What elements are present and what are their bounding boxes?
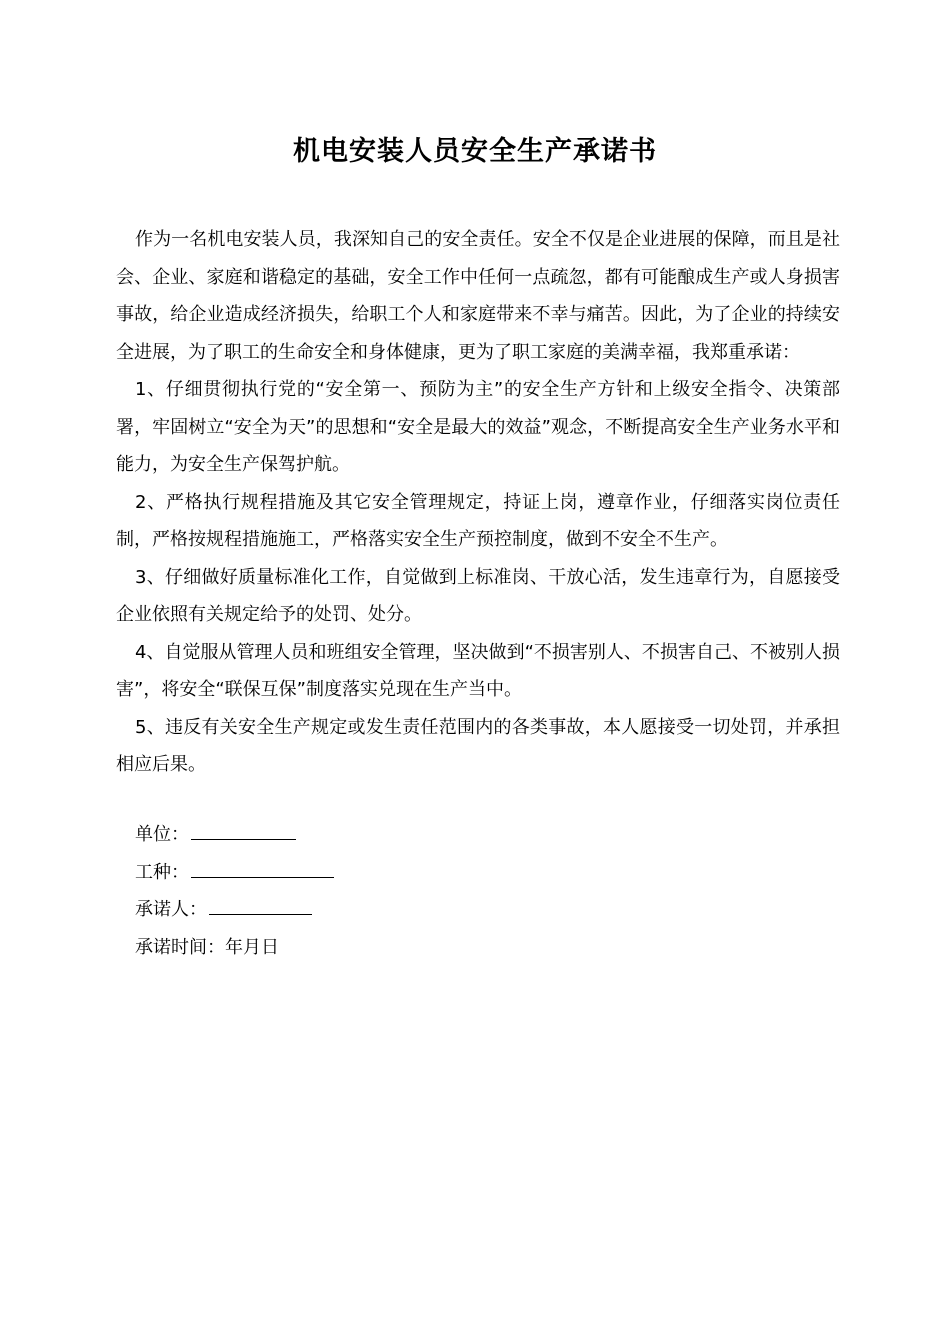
document-body [116,221,840,784]
work-type-label: 工种： [135,861,189,883]
commitment-item-1: 1、仔细贯彻执行党的“安全第一、预防为主”的安全生产方针和上级安全指令、决策部署，牢固树立“安全为天”的思想和“安全是最大的效益”观念，不断提高安全生产业务水平和能力，为安全生产保驾护航。 [116,379,840,475]
unit-blank-line [191,825,296,840]
intro-paragraph: 作为一名机电安装人员，我深知自己的安全责任。安全不仅是企业进展的保障，而且是社会、企业、家庭和谐稳定的基础，安全工作中任何一点疏忽，都有可能酿成生产或人身损害事故，给企业造成经济损失，给职工个人和家庭带来不幸与痛苦。因此，为了企业的持续安全进展，为了职工的生命安全和身体健康，更为了职工家庭的美满幸福，我郑重承诺： [116,229,840,363]
promisor-row [135,891,635,929]
date-label: 承诺时间：年月日 [135,936,279,958]
commitment-item-2: 2、严格执行规程措施及其它安全管理规定，持证上岗，遵章作业，仔细落实岗位责任制，严格按规程措施施工，严格落实安全生产预控制度，做到不安全不生产。 [116,491,840,550]
work-type-row [135,854,635,892]
date-row [135,929,635,967]
signature-block [135,816,635,966]
commitment-item-5: 5、违反有关安全生产规定或发生责任范围内的各类事故，本人愿接受一切处罚，并承担相应后果。 [116,716,840,775]
unit-label: 单位： [135,824,189,845]
promisor-label: 承诺人： [135,899,207,921]
promisor-blank-line [209,900,312,915]
commitment-item-4: 4、自觉服从管理人员和班组安全管理，坚决做到“不损害别人、不损害自己、不被别人损害”，将安全“联保互保”制度落实兑现在生产当中。 [116,641,840,700]
commitment-item-3: 3、仔细做好质量标准化工作，自觉做到上标准岗、干放心活，发生违章行为，自愿接受企业依照有关规定给予的处罚、处分。 [116,566,840,625]
document-title: 机电安装人员安全生产承诺书 [293,136,657,167]
work-type-blank-line [191,863,334,878]
unit-row [135,816,635,854]
